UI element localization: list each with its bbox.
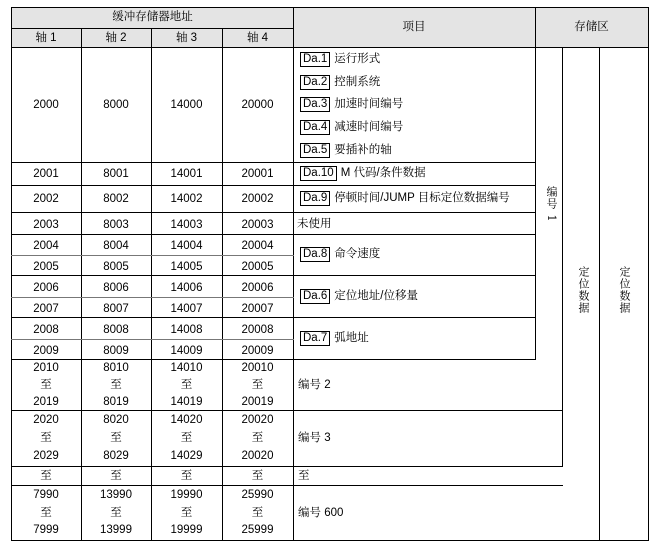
grid-line bbox=[562, 47, 563, 467]
range-to: 至 bbox=[40, 432, 52, 444]
grid-line bbox=[11, 339, 294, 340]
address-cell: 20010 bbox=[241, 362, 274, 374]
grid-line bbox=[11, 297, 294, 298]
address-cell: 2007 bbox=[33, 303, 59, 315]
item-label: 弧地址 bbox=[334, 332, 369, 344]
address-cell: 2019 bbox=[33, 396, 59, 408]
address-cell: 14009 bbox=[170, 345, 203, 357]
address-cell: 2002 bbox=[33, 193, 59, 205]
address-cell: 20019 bbox=[241, 396, 274, 408]
address-cell: 20007 bbox=[241, 303, 274, 315]
range-to: 至 bbox=[180, 507, 193, 519]
range-to: 至 bbox=[251, 379, 264, 391]
item-da1 bbox=[300, 52, 380, 67]
address-cell: 14020 bbox=[170, 414, 203, 426]
item-label: 加速时间编号 bbox=[334, 98, 404, 110]
address-cell: 2004 bbox=[33, 240, 59, 252]
range-to: 至 bbox=[251, 470, 264, 482]
header-axis-3: 轴 3 bbox=[175, 32, 198, 44]
storage-positioning-data-outer: 定位数据 bbox=[618, 266, 631, 314]
address-cell: 2029 bbox=[33, 450, 59, 462]
grid-line bbox=[11, 47, 649, 48]
address-cell: 8004 bbox=[103, 240, 129, 252]
grid-line bbox=[11, 185, 536, 186]
item-da3 bbox=[300, 97, 403, 112]
item-code-box: Da.6 bbox=[300, 289, 330, 304]
range-to: 至 bbox=[110, 470, 122, 482]
header-axis-1: 轴 1 bbox=[35, 32, 57, 44]
item-code-box: Da.2 bbox=[300, 75, 330, 90]
range-to: 至 bbox=[110, 379, 122, 391]
address-cell: 8007 bbox=[103, 303, 129, 315]
address-cell: 14001 bbox=[170, 168, 203, 180]
address-cell: 14007 bbox=[170, 303, 203, 315]
range-to: 至 bbox=[110, 507, 122, 519]
grid-line bbox=[535, 47, 536, 360]
header-axis-2: 轴 2 bbox=[105, 32, 127, 44]
item-number-600: 编号 600 bbox=[298, 507, 344, 519]
address-cell: 8006 bbox=[103, 282, 129, 294]
address-cell: 8005 bbox=[103, 261, 129, 273]
grid-line bbox=[648, 7, 649, 541]
address-cell: 20005 bbox=[241, 261, 274, 273]
address-cell: 7990 bbox=[33, 489, 59, 501]
grid-line bbox=[293, 7, 294, 541]
item-code-box: Da.5 bbox=[300, 143, 330, 158]
address-cell: 2001 bbox=[33, 168, 59, 180]
grid-line bbox=[599, 47, 600, 541]
address-cell: 2010 bbox=[33, 362, 59, 374]
item-number-3: 编号 3 bbox=[298, 432, 331, 444]
address-cell: 2005 bbox=[33, 261, 59, 273]
grid-line bbox=[11, 410, 563, 411]
address-cell: 14003 bbox=[170, 219, 203, 231]
address-cell: 14002 bbox=[170, 193, 203, 205]
item-da4 bbox=[300, 120, 403, 135]
address-cell: 8002 bbox=[103, 193, 129, 205]
address-cell: 8003 bbox=[103, 219, 129, 231]
header-item: 项目 bbox=[402, 21, 426, 33]
address-cell: 8029 bbox=[103, 450, 129, 462]
address-cell: 2020 bbox=[33, 414, 59, 426]
item-label: 定位地址/位移量 bbox=[334, 290, 418, 302]
address-cell: 14000 bbox=[170, 99, 203, 111]
address-cell: 14005 bbox=[170, 261, 203, 273]
item-da7 bbox=[300, 331, 369, 346]
item-label: 命令速度 bbox=[334, 248, 381, 260]
header-axis-4: 轴 4 bbox=[246, 32, 269, 44]
range-to: 至 bbox=[40, 507, 52, 519]
item-label: 减速时间编号 bbox=[334, 121, 404, 133]
item-label: 运行形式 bbox=[334, 53, 381, 65]
item-da9 bbox=[300, 191, 510, 206]
address-cell: 8000 bbox=[103, 99, 129, 111]
range-to: 至 bbox=[251, 507, 264, 519]
item-da8 bbox=[300, 247, 380, 262]
address-cell: 20000 bbox=[241, 99, 274, 111]
item-code-box: Da.7 bbox=[300, 331, 330, 346]
item-da2 bbox=[300, 75, 380, 90]
range-to: 至 bbox=[251, 432, 264, 444]
address-cell: 20008 bbox=[241, 324, 274, 336]
address-cell: 19990 bbox=[170, 489, 203, 501]
item-label: 停顿时间/JUMP 目标定位数据编号 bbox=[334, 192, 510, 204]
item-code-box: Da.4 bbox=[300, 120, 330, 135]
address-cell: 14019 bbox=[170, 396, 203, 408]
address-cell: 20002 bbox=[241, 193, 274, 205]
address-cell: 20004 bbox=[241, 240, 274, 252]
item-da6 bbox=[300, 289, 418, 304]
address-cell: 14008 bbox=[170, 324, 203, 336]
address-cell: 2000 bbox=[33, 99, 59, 111]
grid-line bbox=[11, 234, 536, 235]
range-to: 至 bbox=[110, 432, 122, 444]
address-cell: 7999 bbox=[33, 524, 59, 536]
address-cell: 2003 bbox=[33, 219, 59, 231]
grid-line bbox=[11, 540, 649, 541]
grid-line bbox=[11, 255, 294, 256]
address-cell: 20009 bbox=[241, 345, 274, 357]
address-cell: 14029 bbox=[170, 450, 203, 462]
item-code-box: Da.8 bbox=[300, 247, 330, 262]
grid-line bbox=[11, 275, 536, 276]
address-cell: 20020 bbox=[241, 450, 274, 462]
item-da10 bbox=[300, 166, 426, 181]
grid-line bbox=[11, 466, 563, 467]
range-to: 至 bbox=[40, 379, 52, 391]
range-to: 至 bbox=[40, 470, 52, 482]
header-storage-area: 存储区 bbox=[574, 21, 609, 33]
address-cell: 13999 bbox=[100, 524, 132, 536]
item-code-box: Da.9 bbox=[300, 191, 330, 206]
address-cell: 8008 bbox=[103, 324, 129, 336]
grid-line bbox=[11, 485, 563, 486]
address-cell: 14004 bbox=[170, 240, 203, 252]
grid-line bbox=[11, 162, 536, 163]
address-cell: 2006 bbox=[33, 282, 59, 294]
address-cell: 25999 bbox=[241, 524, 274, 536]
grid-line bbox=[11, 7, 649, 8]
address-cell: 2008 bbox=[33, 324, 59, 336]
header-buffer-address: 缓冲存储器地址 bbox=[112, 11, 193, 23]
item-label: 要插补的轴 bbox=[334, 144, 392, 156]
item-label: 控制系统 bbox=[334, 76, 381, 88]
address-cell: 20001 bbox=[241, 168, 274, 180]
range-to: 至 bbox=[180, 432, 193, 444]
address-cell: 8001 bbox=[103, 168, 129, 180]
range-to: 至 bbox=[180, 379, 193, 391]
address-cell: 13990 bbox=[100, 489, 132, 501]
address-cell: 20003 bbox=[241, 219, 274, 231]
grid-line bbox=[11, 359, 536, 360]
address-cell: 25990 bbox=[241, 489, 274, 501]
grid-line bbox=[11, 317, 536, 318]
address-cell: 8020 bbox=[103, 414, 129, 426]
item-da5 bbox=[300, 143, 392, 158]
item-number-2: 编号 2 bbox=[298, 379, 331, 391]
grid-line bbox=[11, 212, 536, 213]
address-cell: 19999 bbox=[170, 524, 203, 536]
address-cell: 8009 bbox=[103, 345, 129, 357]
address-cell: 14010 bbox=[170, 362, 203, 374]
item-unused: 未使用 bbox=[297, 218, 332, 230]
item-code-box: Da.3 bbox=[300, 97, 330, 112]
address-cell: 20020 bbox=[241, 414, 274, 426]
address-cell: 2009 bbox=[33, 345, 59, 357]
item-code-box: Da.1 bbox=[300, 52, 330, 67]
range-to: 至 bbox=[180, 470, 193, 482]
storage-number-1: 编号 1 bbox=[545, 186, 558, 223]
item-label: M 代码/条件数据 bbox=[340, 167, 426, 179]
item-range-to: 至 bbox=[298, 470, 310, 482]
address-cell: 8019 bbox=[103, 396, 129, 408]
grid-line bbox=[11, 28, 294, 29]
storage-positioning-data-inner: 定位数据 bbox=[577, 266, 590, 314]
address-cell: 14006 bbox=[170, 282, 203, 294]
address-cell: 8010 bbox=[103, 362, 129, 374]
address-cell: 20006 bbox=[241, 282, 274, 294]
item-code-box: Da.10 bbox=[300, 166, 337, 181]
